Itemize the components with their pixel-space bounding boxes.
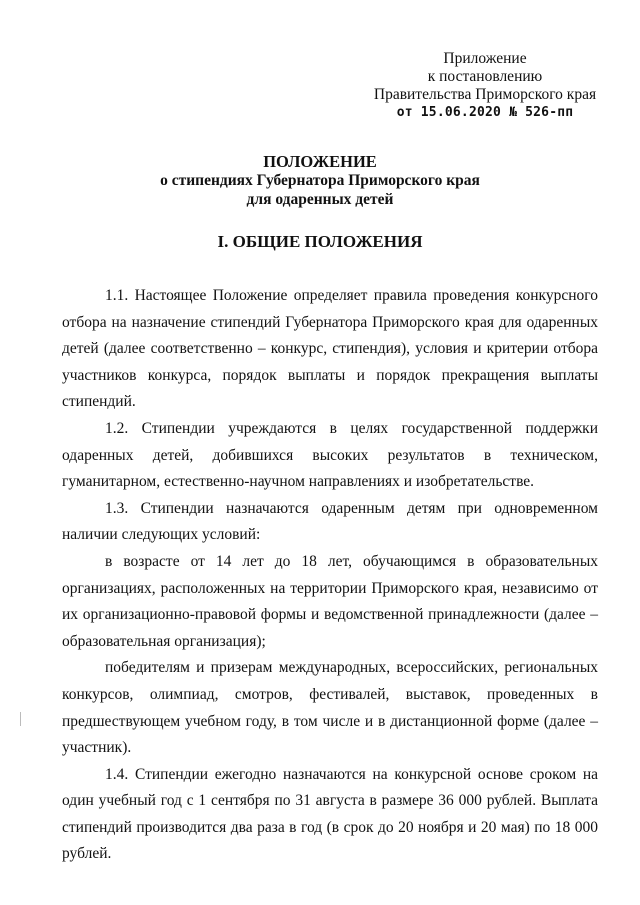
paragraph-1-1: 1.1. Настоящее Положение определяет правила проведения конкурсного отбора на назначение стипендий Губернатора Приморского края для одаренных детей (далее соответственно – конкурс, стипендия), условия и критерии отбора участников конкурса, порядок выплаты и порядок прекращения выплаты стипендий. [62, 287, 598, 411]
annex-header [370, 50, 600, 122]
section-heading-general: I. ОБЩИЕ ПОЛОЖЕНИЯ [217, 232, 423, 251]
annex-date-number-stamp: от 15.06.2020 № 526-пп [396, 105, 574, 120]
paragraph-condition-winners: победителям и призерам международных, всероссийских, региональных конкурсов, олимпиад, смотров, фестивалей, выставок, проведенных в предшествующем учебном году, в том числе и в дистанционной форме (далее – участник). [62, 659, 598, 757]
annex-line-government: Правительства Приморского края [373, 86, 597, 103]
title-heading: ПОЛОЖЕНИЕ [263, 152, 377, 171]
annex-line-appendix: Приложение [443, 50, 527, 67]
paragraph-condition-age: в возрасте от 14 лет до 18 лет, обучающимся в образовательных организациях, расположенных на территории Приморского края, независимо от их организационно-правовой формы и ведомственной принадлежности (далее – образовательная организация); [62, 552, 598, 650]
document-body [62, 283, 598, 868]
paragraph-1-3: 1.3. Стипендии назначаются одаренным детям при одновременном наличии следующих условий: [62, 499, 598, 544]
title-subtitle-line2: для одаренных детей [246, 191, 394, 208]
paragraph-1-4: 1.4. Стипендии ежегодно назначаются на конкурсной основе сроком на один учебный год с 1 сентября по 31 августа в размере 36 000 рублей. Выплата стипендий производится два раза в год (в срок до 20 ноября и 20 мая) по 18 000 рублей. [62, 765, 598, 863]
annex-line-resolution: к постановлению [427, 68, 543, 85]
title-subtitle-line1: о стипендиях Губернатора Приморского края [160, 172, 480, 189]
paragraph-1-2: 1.2. Стипендии учреждаются в целях государственной поддержки одаренных детей, добившихся высоких результатов в техническом, гуманитарном, естественно-научном направлениях и изобретательстве. [62, 419, 598, 491]
scan-margin-mark [20, 712, 21, 726]
document-title [0, 152, 640, 209]
